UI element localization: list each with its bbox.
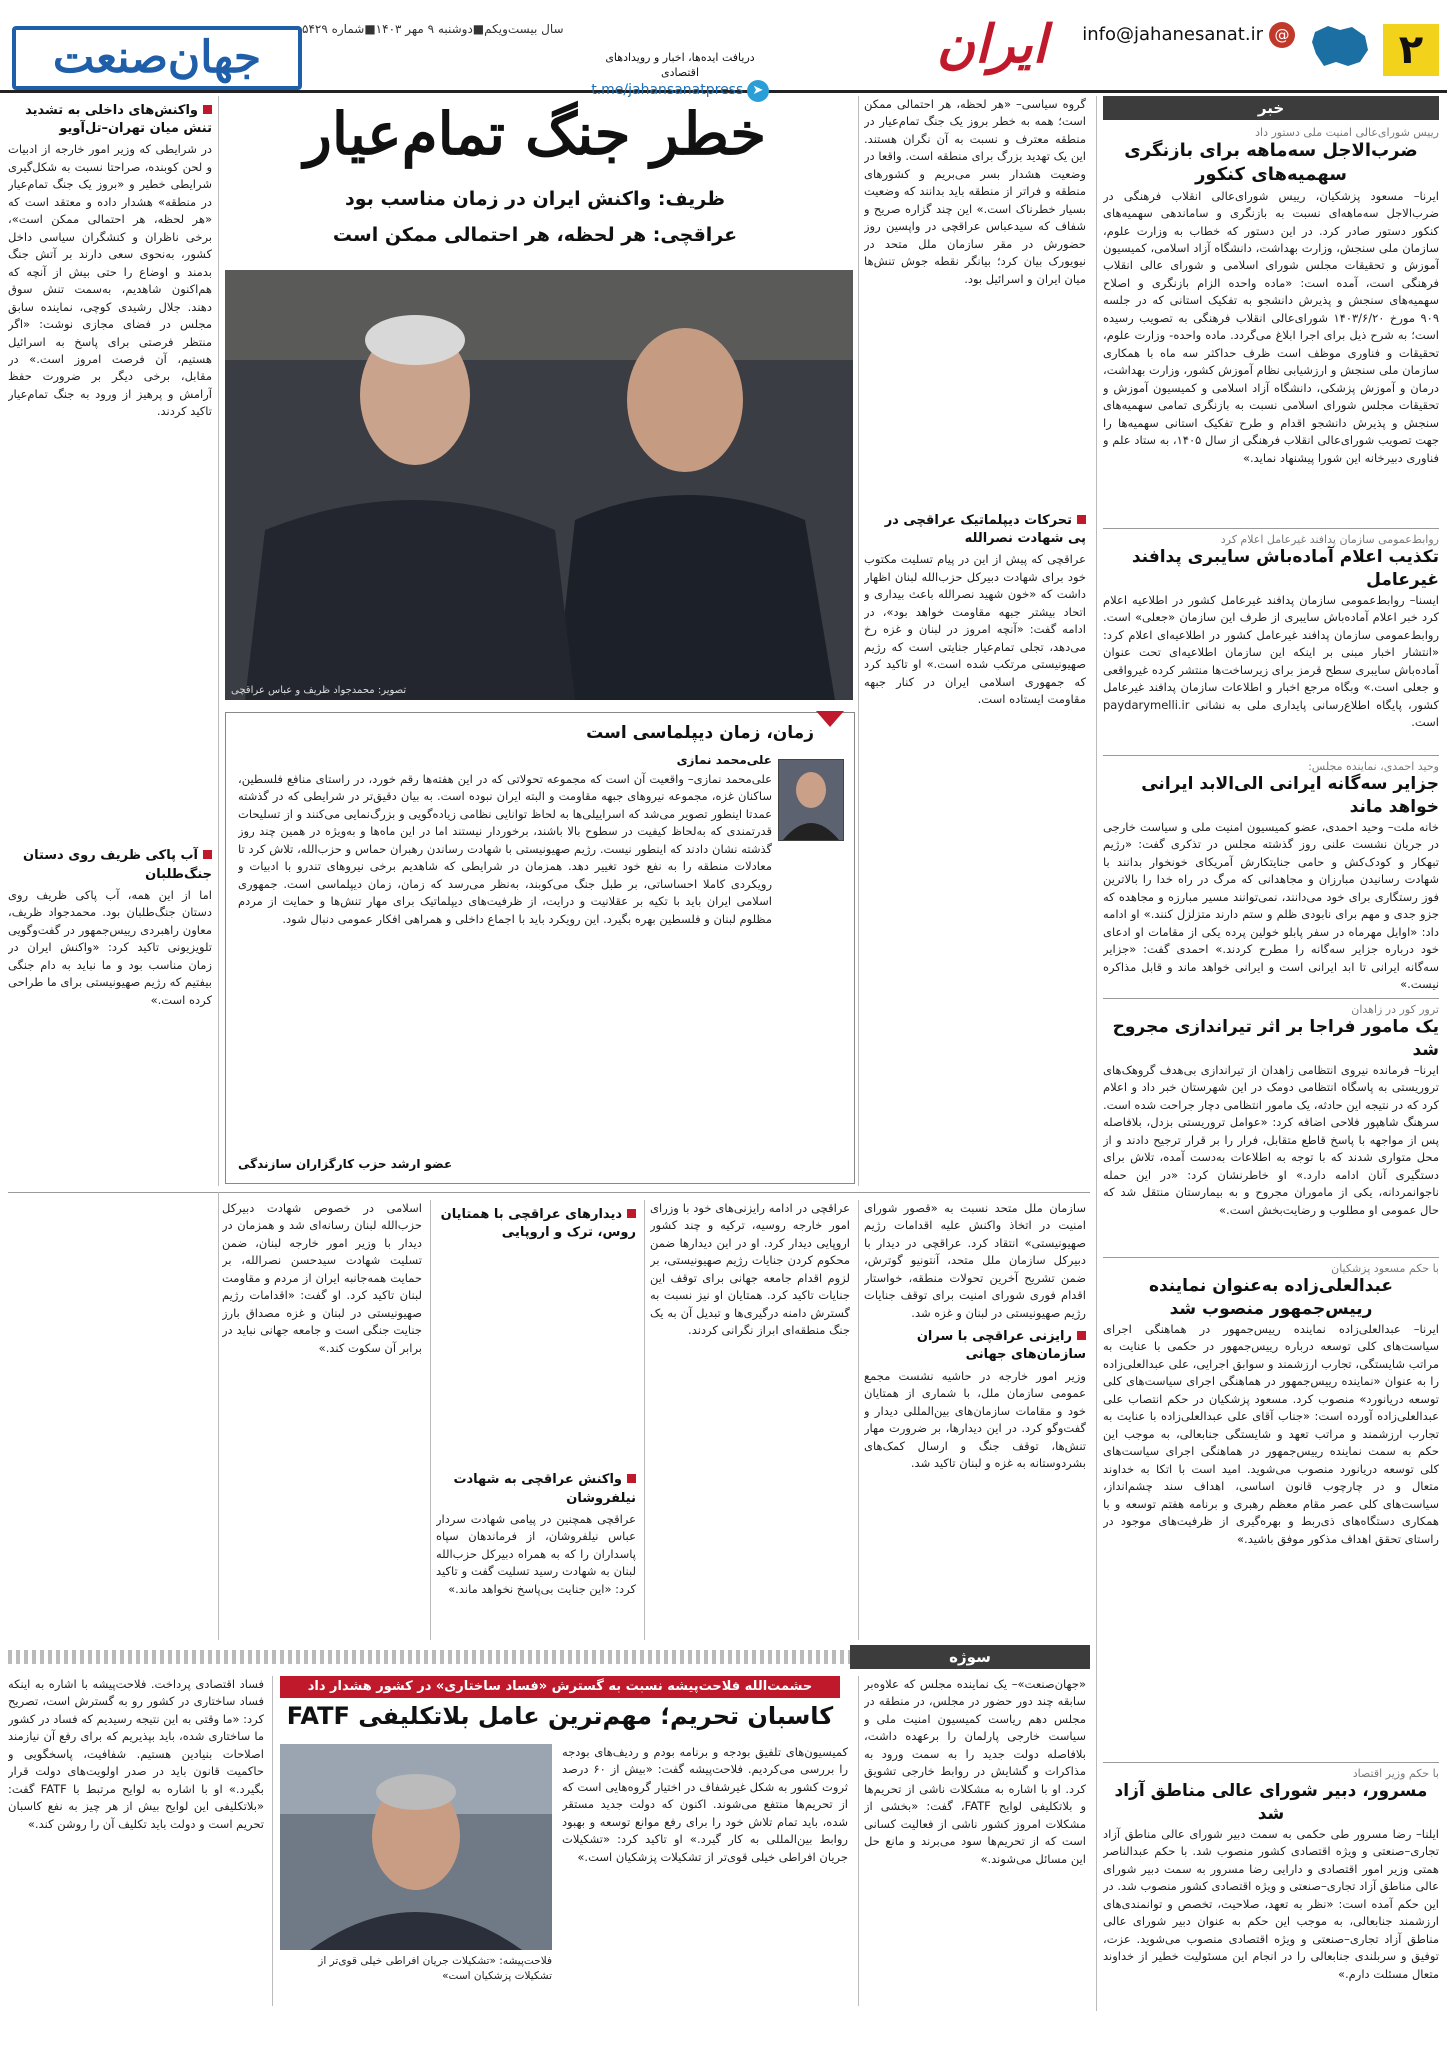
column-rule	[218, 96, 219, 1186]
lower-column-4	[222, 1200, 422, 1640]
divider	[1103, 1762, 1439, 1763]
news-kicker: با حکم مسعود پزشکیان	[1331, 1262, 1439, 1275]
story-subhead: تحرکات دیپلماتیک عراقچی در پی شهادت نصرالله	[884, 513, 1086, 547]
bottom-photo	[280, 1744, 552, 1950]
iran-map-icon	[1310, 22, 1372, 70]
news-kicker: ترور کور در زاهدان	[1351, 1003, 1439, 1016]
lower-column-3	[436, 1200, 636, 1640]
story-subhead: واکنش عراقچی به شهادت نیلفروشان	[453, 1472, 636, 1506]
story-text	[436, 1245, 636, 1465]
story-subhead: واکنش‌های داخلی به تشدید تنش میان تهران–تل‌آویو	[25, 103, 212, 137]
news-kicker: با حکم وزیر اقتصاد	[1352, 1767, 1439, 1780]
story-text: عراقچی همچنین در پیامی شهادت سردار عباس نیلفروشان، از فرماندهان سپاه پاسداران را که به همراه دبیرکل حزب‌الله لبنان به شهادت رسید تسلیت گفت و تاکید کرد: «این جنایت بی‌پاسخ نخواهد ماند.»	[436, 1511, 636, 1596]
telegram-box[interactable]	[590, 50, 770, 102]
photo-caption: تصویر: محمدجواد ظریف و عباس عراقچی	[231, 685, 407, 696]
news-item	[1103, 1003, 1439, 1257]
story-subhead: آب پاکی ظریف روی دستان جنگ‌طلبان	[22, 848, 212, 882]
news-item	[1103, 760, 1439, 998]
bottom-section-label: سوژه	[850, 1645, 1090, 1669]
bottom-text-right: «جهان‌صنعت»– یک نماینده مجلس که علاوه‌بر سابقه چند دور حضور در مجلس، در منطقه در مجلس دهم ریاست کمیسیون امنیت ملی و سیاست خارجی پارلمان را برعهده داشت، بلافاصله دولت جدید را به سمت ورود به مذاکرات و گشایش در روابط خارجی تشویق کرد. او با اشاره به مشکلات ناشی از تحریم‌ها و بلاتکلیفی لوایح FATF، گفت: «بخشی از مشکلات امروز کشور ناشی از فعالیت کسانی است که از تحریم‌ها سود می‌برند و مانع حل این مسائل می‌شوند.»	[864, 1677, 1086, 1866]
bullet-icon	[203, 105, 212, 114]
news-kicker: وحید احمدی، نماینده مجلس:	[1308, 760, 1439, 773]
column-rule	[272, 1676, 273, 2006]
story-subhead: رایزنی عراقچی با سران سازمان‌های جهانی	[916, 1329, 1086, 1363]
main-photo-illustration	[225, 270, 853, 700]
divider	[1103, 1257, 1439, 1258]
bottom-headline: کاسبان تحریم؛ مهم‌ترین عامل بلاتکلیفی FATF	[286, 1702, 834, 1730]
telegram-link[interactable]: t.me/jahansanatpress	[591, 82, 744, 98]
arrow-down-icon	[816, 711, 844, 727]
divider	[8, 1192, 1090, 1193]
news-item	[1103, 1262, 1439, 1762]
news-title: عبدالعلی‌زاده به‌عنوان نماینده رییس‌جمهور منصوب شد	[1148, 1276, 1394, 1319]
news-body: ایرنا– مسعود پزشکیان، رییس شورای‌عالی انقلاب فرهنگی در ضرب‌الاجل سه‌ماهه‌ای نسبت به بازنگری و ساماندهی سهمیه‌های کنکور دستور صادر کرد. در این دستور که خطاب به وزارت علوم، سازمان ملی سنجش، وزارت بهداشت، دانشگاه آزاد اسلامی، کمیسیون آموزش و تحقیقات مجلس شورای اسلامی و شورای عالی انقلاب فرهنگی است، آمده است: «ماده واحده الزام بازنگری و اصلاح سهمیه‌های سنجش و پذیرش دانشجو به تفکیک استانی که در جلسه ۹۰۹ مورخ ۱۴۰۳/۶/۲۰ شورای‌عالی انقلاب فرهنگی به تصویب رسیده است؛ به شرح ذیل برای اجرا ابلاغ می‌گردد. ماده واحده- وزارت علوم، تحقیقات و فناوری موظف است ظرف حداکثر سه ماه با همکاری سازمان ملی سنجش و ارزشیابی نظام آموزش کشور، وزارت بهداشت، درمان و آموزش پزشکی، دانشگاه آزاد اسلامی و کمیسیون آموزش و تحقیقات مجلس شورای اسلامی نسبت به بازنگری تمامی سهمیه‌های سنجش و پذیرش دانشجو اقدام و طرح تفکیک استانی سهمیه‌ها را جهت تصویب شورای‌عالی انقلاب فرهنگی از سال ۱۴۰۵، به ستاد علم و فناوری دبیرخانه این شورا پیشنهاد نماید.»	[1103, 188, 1439, 465]
column-rule	[858, 96, 859, 1186]
main-subheadline-araghchi: عراقچی: هر لحظه، هر احتمالی ممکن است	[332, 224, 738, 246]
column-rule	[430, 1200, 431, 1640]
speaker-photo-illustration	[280, 1744, 552, 1950]
story-column-right-2	[864, 506, 1086, 1176]
bullet-icon	[1077, 1331, 1086, 1340]
divider	[1103, 755, 1439, 756]
bullet-icon	[627, 1474, 636, 1483]
author-photo	[778, 759, 844, 841]
column-rule	[644, 1200, 645, 1640]
divider	[1103, 998, 1439, 999]
story-text: در شرایطی که وزیر امور خارجه از ادبیات و لحن کوبنده، صراحتا نسبت به شکل‌گیری شرایطی خطیر و «بروز یک جنگ تمام‌عیار در منطقه» هشدار داده و معتقد است که «هر لحظه، هر احتمالی ممکن است»، برخی ناظران و کنشگران سیاسی داخل کشور، به‌نحوی سعی دارند بر آتش جنگ بدمند و اوضاع را حتی بیش از آنچه که هم‌اکنون شاهدیم، به‌سمت تنش سوق دهند. جلال رشیدی کوچی، نماینده سابق مجلس در فضای مجازی نوشت: «اگر منتظر فرصتی برای پاسخ به اسرائیل هستیم، آن فرصت امروز است.» در مقابل، برخی دیگر بر ضرورت حفظ آرامش و پرهیز از ورود به جنگ تمام‌عیار تاکید کردند.	[8, 142, 212, 419]
main-photo	[225, 270, 853, 700]
bottom-photo-caption: فلاحت‌پیشه: «تشکیلات جریان افراطی خیلی قوی‌تر از تشکیلات پزشکیان است»	[318, 1955, 552, 1983]
story-text: اسلامی در خصوص شهادت دبیرکل حزب‌الله لبنان رسانه‌ای شد و همزمان در دیدار با وزیر امور خارجه لبنان، ضمن تسلیت شهادت سیدحسن نصرالله، بر حمایت همه‌جانبه ایران از مردم و مقاومت لبنان تاکید کرد. او گفت: «اقدامات رژیم صهیونیستی در لبنان و غزه مصداق بارز جنایت جنگی است و جامعه جهانی نباید در برابر آن سکوت کند.»	[222, 1201, 422, 1355]
news-item	[1103, 1767, 1439, 2017]
news-body: ایرنا– فرمانده نیروی انتظامی زاهدان از تیراندازی بی‌هدف گروهک‌های تروریستی به پاسگاه انتظامی دومک در این شهرستان خبر داد و اعلام کرد که در نتیجه این حادثه، یک مامور انتظامی دچار جراحت شده است. سرهنگ شاهپور فلاحی اضافه کرد: «عوامل تروریستی بزدل، بلافاصله پس از مواجهه با پاسخ قاطع متقابل، فرار را بر قرار ترجیح دادند و از محل متواری شدند که با توجه به اطلاعات به‌دست آمده، تلاش برای دستگیری آنان ادامه دارد.» او خاطرنشان کرد: «در این حمله ناجوانمردانه، یکی از ماموران مجروح و به بیمارستان منتقل شد که حال عمومی او مطلوب و رضایت‌بخش است.»	[1103, 1062, 1439, 1217]
opinion-signature: عضو ارشد حزب کارگزاران سازندگی	[238, 1157, 453, 1171]
issue-meta: سال بیست‌ویکم■دوشنبه ۹ مهر ۱۴۰۳■شماره ۵۴۲۹	[302, 22, 564, 36]
column-rule	[218, 1192, 219, 1640]
page-header	[0, 0, 1447, 98]
email-icon: @	[1269, 22, 1295, 48]
column-rule	[858, 1200, 859, 1640]
column-rule	[1096, 96, 1097, 2011]
news-column	[1103, 96, 1439, 2008]
story-text: اما از این همه، آب پاکی ظریف روی دستان جنگ‌طلبان بود. محمدجواد ظریف، معاون راهبردی رییس‌جمهور در گفت‌وگویی تلویزیونی تاکید کرد: «واکنش ایران در زمان مناسب بود و ما نباید به دام جنگی بیفتیم که رژیم صهیونیستی برای ما طراحی کرده است.»	[8, 887, 212, 1007]
story-subhead: دیدارهای عراقچی با همتایان روس، ترک و اروپایی	[440, 1207, 636, 1241]
story-column-left	[8, 96, 212, 1186]
bottom-banner: حشمت‌الله فلاحت‌پیشه نسبت به گسترش «فساد ساختاری» در کشور هشدار داد	[280, 1676, 840, 1698]
story-text: سازمان ملل متحد نسبت به «قصور شورای امنیت در اتخاذ واکنش علیه اقدامات رژیم صهیونیستی» انتقاد کرد. عراقچی در دیدار با دبیرکل سازمان ملل متحد، آنتونیو گوترش، ضمن تشریح آخرین تحولات منطقه، خواستار اقدام فوری شورای امنیت برای توقف جنایات رژیم صهیونیستی در لبنان و غزه شد.	[864, 1201, 1086, 1320]
news-title: ضرب‌الاجل سه‌ماهه برای بازنگری سهمیه‌های کنکور	[1124, 140, 1418, 186]
bullet-icon	[627, 1209, 636, 1218]
section-title: ایران	[936, 14, 1047, 75]
news-title: یک مامور فراجا بر اثر تیراندازی مجروح شد	[1112, 1017, 1439, 1060]
news-body: ایسنا– روابط‌عمومی سازمان پدافند غیرعامل کشور در اطلاعیه اعلام کرد خبر اعلام آماده‌باش سایبری از طرف این سازمان «جعلی» است. روابط‌عمومی سازمان پدافند غیرعامل کشور در اطلاعیه‌ای اعلام کرد: «انتشار اخبار مبنی بر اینکه این سازمان اطلاعیه‌ای تحت عنوان آماده‌باش سایبری سطح قرمز برای زیرساخت‌ها منتشر کرده غیرواقعی و جعلی است.» وبگاه مرجع اخبار و اطلاعات سازمان پدافند غیرعامل کشور، پایگاه اطلاع‌رسانی پایداری ملی به نشانی paydarymelli.ir است.	[1103, 592, 1439, 730]
story-text: عراقچی در ادامه رایزنی‌های خود با وزرای امور خارجه روسیه، ترکیه و چند کشور اروپایی دیدار کرد. او در این دیدارها ضمن محکوم کردن جنایات رژیم صهیونیستی، بر لزوم اقدام جامعه جهانی برای توقف این جنایات تاکید کرد. همتایان او نیز نسبت به گسترش دامنه درگیری‌ها و تبدیل آن به یک جنگ منطقه‌ای ابراز نگرانی کردند.	[650, 1201, 850, 1338]
story-text: گروه سیاسی– «هر لحظه، هر احتمالی ممکن است؛ همه به خطر بروز یک جنگ تمام‌عیار در منطقه معترف و نسبت به آن نگران هستند. این یک تهدید بزرگ برای منطقه است. واقعا در وضعیت هشدار بسر می‌بریم و کشورهای منطقه و فراتر از منطقه باید بدانند که وضعیت بسیار خطرناک است.» این چند گزاره صریح و شفاف که سیدعباس عراقچی در واپسین روز حضورش در مقر سازمان ملل متحد در نیویورک بیان کرد؛ بیانگر نقطه جوش تنش‌ها میان ایران و اسرائیل بود.	[864, 97, 1086, 286]
page-number-badge: ۲	[1383, 24, 1439, 76]
news-item	[1103, 126, 1439, 528]
bullet-icon	[1077, 515, 1086, 524]
divider	[1103, 528, 1439, 529]
author-portrait-icon	[779, 760, 843, 840]
news-kicker: روابط‌عمومی سازمان پدافند غیرعامل اعلام کرد	[1220, 533, 1439, 546]
news-title: تکذیب اعلام آماده‌باش سایبری پدافند غیرعامل	[1131, 547, 1439, 590]
main-headline: خطر جنگ تمام‌عیار	[303, 100, 767, 168]
story-text: عراقچی که پیش از این در پیام تسلیت مکتوب خود برای شهادت دبیرکل حزب‌الله لبنان اظهار داشت که «خون شهید نصرالله باعث بیداری و اتحاد بیشتر جبهه مقاومت خواهد بود»، در ادامه گفت: «آنچه امروز در لبنان و غزه رخ می‌دهد، تجلی تمام‌عیار جنایتی است که رژیم صهیونیستی مرتکب شده است.» او تاکید کرد که جمهوری اسلامی ایران در کنار جبهه مقاومت ایستاده است.	[864, 552, 1086, 707]
lower-column-1	[864, 1200, 1086, 1640]
opinion-box	[225, 712, 855, 1184]
email-address[interactable]: @info@jahanesanat.ir	[1082, 22, 1295, 48]
story-column-right	[864, 96, 1086, 506]
news-item	[1103, 533, 1439, 755]
opinion-body: علی‌محمد نمازی– واقعیت آن است که مجموعه تحولاتی که در این هفته‌ها رقم خورد، در راستای منافع فلسطین، ساکنان غزه، مجموعه نیروهای جبهه مقاومت و البته ایران نبوده است. به بیان دقیق‌تر در شرایطی که در گذشته عمدتا اینطور تصویر می‌شد که اسراییلی‌ها به لحاظ توانایی نظامی زیاده‌گویی و بزرگ‌نمایی می‌کنند و از تسلیحات قدرتمندی که به‌لحاظ کیفیت در سطوح بالا باشند، برخوردار نیستند اما در این ماه‌ها و به‌ویژه در همین چند روز گذشته نشان دادند که اینطور نیست. رژیم صهیونیستی با شهادت رساندن رهبران حماس و حزب‌الله، تلاش کرد تا معادلات منطقه را به نفع خود تغییر دهد. همزمان در شرایطی که شاهدیم برخی نیروهای تندرو با ادبیات و رویکردی کاملا احساساتی، بر طبل جنگ می‌کوبند، به‌نظر می‌رسد که زمان، زمان دیپلماسی است. جمهوری اسلامی ایران باید با تکیه بر عقلانیت و درایت، از ظرفیت‌های دیپلماتیک برای مهار تنش‌ها و حمایت از مردم مظلوم لبنان و فلسطین بهره بگیرد. این رویکرد باید با اجماع داخلی و همراهی افکار عمومی دنبال شود.	[238, 772, 772, 926]
opinion-author: علی‌محمد نمازی	[676, 753, 772, 767]
news-body: خانه ملت– وحید احمدی، عضو کمیسیون امنیت ملی و سیاست خارجی در جریان نشست علنی روز گذشته مجلس در تذکری گفت: «رژیم تبهکار و کودک‌کش و حامی جنایتکارش آمریکای خونخوار بدانند با شهادت رسانیدن مبارزان و مجاهدانی که مرگ در راه خدا را بالاترین فوز رستگاری برای خود می‌دانند، نمی‌توانند مسیر مبارزه و مجاهده که جزو جدی و مهم برای نابودی ظلم و ستم دارند متزلزل کنند.» او ادامه داد: «اوایل مهرماه در سفر پابلو خولین پرده یکی از مقامات او ادعای خود درباره جزایر سه‌گانه را مطرح کردند.» احمدی گفت: «جزایر سه‌گانه ایرانی تا ابد ایرانی است و ایرانی خواهد ماند و قابل مذاکره نیست.»	[1103, 819, 1439, 992]
column-rule	[858, 1676, 859, 2006]
news-kicker: رییس شورای‌عالی امنیت ملی دستور داد	[1255, 126, 1439, 139]
bullet-icon	[203, 850, 212, 859]
news-title: جزایر سه‌گانه ایرانی الی‌الابد ایرانی خواهد ماند	[1141, 774, 1439, 817]
news-body: ایلنا– رضا مسرور طی حکمی به سمت دبیر شورای عالی مناطق آزاد تجاری–صنعتی و ویژه اقتصادی کشور منصوب شد. با حکم عبدالناصر همتی وزیر امور اقتصادی و دارایی رضا مسرور به سمت دبیر شورای عالی مناطق آزاد تجاری–صنعتی و ویژه اقتصادی کشور منصوب شد. در این حکم آمده است: «نظر به تعهد، صلاحیت، تخصص و توانمندی‌های ارزشمند جنابعالی، به موجب این حکم به عنوان دبیر شورای عالی مناطق آزاد تجاری–صنعتی و ویژه اقتصادی منصوب می‌شوید. عزت، توفیق و سربلندی جنابعالی را در انجام این مسئولیت خطیر از خداوند متعال مسئلت دارم.»	[1103, 1826, 1439, 1981]
main-subheadline-zarif: ظریف: واکنش ایران در زمان مناسب بود	[345, 188, 725, 210]
lower-column-2	[650, 1200, 850, 1640]
news-title: مسرور، دبیر شورای عالی مناطق آزاد شد	[1114, 1781, 1428, 1824]
news-body: ایرنا– عبدالعلی‌زاده نماینده رییس‌جمهور در هماهنگی اجرای سیاست‌های کلی توسعه درباره رییس‌جمهور در حکمی با عنایت به مراتب شایستگی، تجارب ارزشمند و سوابق اجرایی، علی عبدالعلی‌زاده را به عنوان «نماینده رییس‌جمهور در هماهنگی اجرای سیاست‌های کلی توسعه دریانورد» منصوب کرد. مسعود پزشکیان در حکم انتصاب علی عبدالعلی‌زاده آورده است: «جناب آقای علی عبدالعلی‌زاده با عنایت به تجارب ارزشمند و مراتب تعهد و شایستگی جنابعالی، به موجب این حکم به سمت نماینده رییس‌جمهور در هماهنگی اجرای سیاست‌های کلی توسعه دریانورد منصوب می‌شوید. امید است با اتکا به خداوند متعال و در چارچوب قانون اساسی، اهداف سند چشم‌انداز، سیاست‌های کلی عصر مقام معظم رهبری و برنامه هفتم توسعه و با همکاری دستگاه‌های ذی‌ربط و بهره‌گیری از ظرفیت‌های موجود در راستای تحقق اهداف مذکور موفق باشید.»	[1103, 1321, 1439, 1546]
bottom-text-middle: کمیسیون‌های تلفیق بودجه و برنامه بودم و ردیف‌های بودجه را بررسی می‌کردیم. فلاحت‌پیشه گفت: «بیش از ۶۰ درصد ثروت کشور به شکل غیرشفاف در اختیار گروه‌هایی است که از تحریم‌ها منتفع می‌شوند. اکنون که دولت جدید مستقر شده، باید تمام تلاش خود را برای رفع موانع توسعه و بهبود روابط بین‌المللی به کار گیرد.» او تاکید کرد: «تشکیلات جریان افراطی خیلی قوی‌تر از تشکیلات پزشکیان است.»	[562, 1745, 848, 1864]
newspaper-logo: جهان‌صنعت	[12, 26, 302, 90]
news-column-label: خبر	[1103, 96, 1439, 120]
story-text: وزیر امور خارجه در حاشیه نشست مجمع عمومی سازمان ملل، با شماری از همتایان خود و مقامات سازمان‌های بین‌المللی دیدار و گفت‌وگو کرد. در این دیدارها، بر ضرورت مهار تنش‌ها، توقف جنگ و ارسال کمک‌های بشردوستانه به غزه و لبنان تاکید شد.	[864, 1368, 1086, 1470]
bottom-text-left: فساد اقتصادی پرداخت. فلاحت‌پیشه با اشاره به اینکه فساد ساختاری در کشور رو به گسترش است، تصریح کرد: «ما وقتی به این نتیجه رسیدیم که فساد در کشور ما ساختاری شده، باید بپذیریم که برای رفع آن نیازمند اصلاحات بنیادین هستیم. شفافیت، پاسخگویی و حاکمیت قانون باید در صدر اولویت‌های دولت قرار بگیرد.» او با اشاره به لوایح مرتبط با FATF گفت: «بلاتکلیفی این لوایح بیش از هر چیز به نفع کاسبان تحریم است و دولت باید تکلیف آن را روشن کند.»	[8, 1677, 264, 1831]
telegram-icon: ➤	[747, 80, 769, 102]
telegram-caption: دریافت ایده‌ها، اخبار و رویدادهای اقتصادی	[605, 51, 755, 79]
opinion-title: زمان، زمان دیپلماسی است	[586, 723, 814, 743]
